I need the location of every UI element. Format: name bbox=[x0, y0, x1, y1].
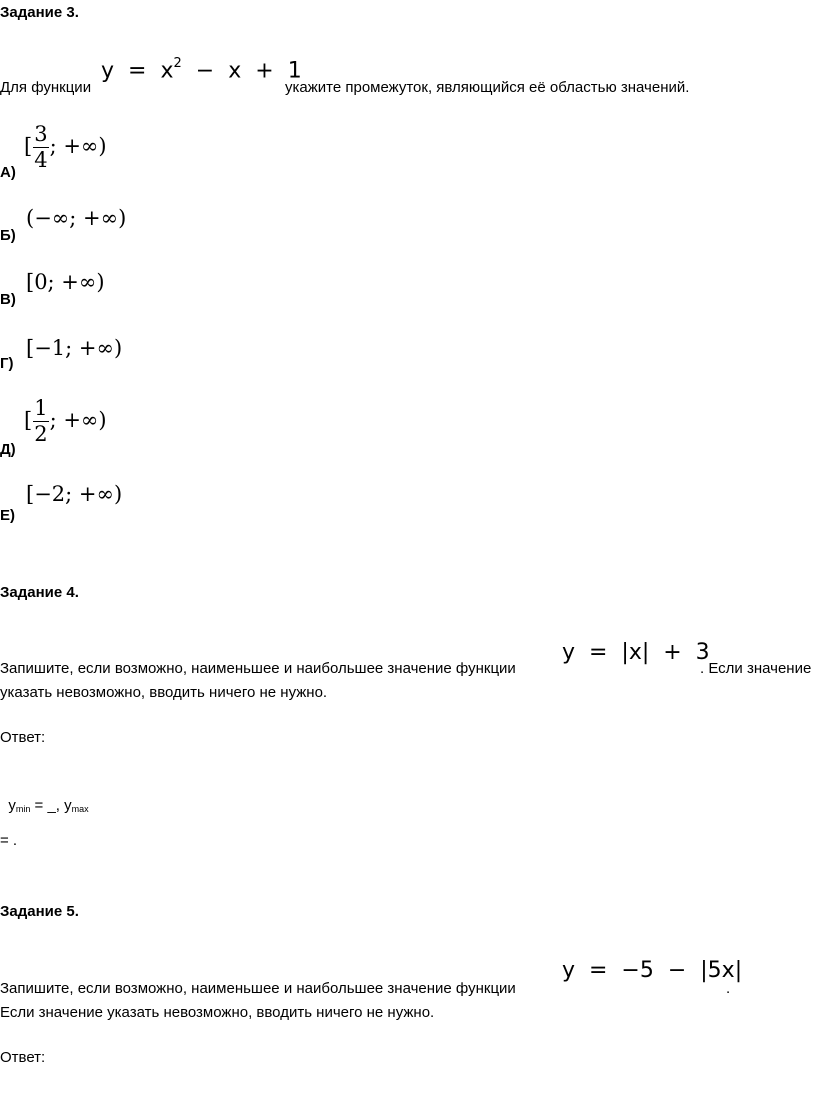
task4-eq-line: = . bbox=[0, 832, 18, 849]
task5-title: Задание 5. bbox=[0, 903, 79, 920]
option-a-math: [ $\frac{3}{4}$ ; +∞) bbox=[24, 122, 107, 172]
option-d-label: Г) bbox=[0, 355, 14, 372]
option-c-math: [0; +∞) bbox=[26, 270, 105, 294]
task3-intro-prefix: Для функции bbox=[0, 79, 92, 96]
task4-line2: указать невозможно, вводить ничего не нужно. bbox=[0, 684, 328, 701]
task4-answer-label: Ответ: bbox=[0, 729, 46, 746]
option-e-label: Д) bbox=[0, 441, 16, 458]
option-d-math: [−1; +∞) bbox=[26, 336, 123, 360]
task5-text-suffix: . bbox=[726, 980, 731, 997]
task5-answer-label: Ответ: bbox=[0, 1049, 46, 1066]
task4-text-prefix: Запишите, если возможно, наименьшее и наибольшее значение функции bbox=[0, 660, 516, 677]
task3-formula: $y = x^2 - x + 1$ bbox=[101, 56, 302, 84]
task4-formula: y = |x| + 3 bbox=[562, 640, 710, 665]
task4-ymin-ymax: ymin = _, ymax bbox=[8, 797, 89, 814]
option-a-label: А) bbox=[0, 164, 16, 181]
task3-intro-suffix: укажите промежуток, являющийся её областью значений. bbox=[285, 79, 690, 96]
option-f-label: Е) bbox=[0, 507, 15, 524]
task5-line2: Если значение указать невозможно, вводить ничего не нужно. bbox=[0, 1004, 435, 1021]
task5-formula: y = −5 − |5x| bbox=[562, 958, 743, 983]
task4-title: Задание 4. bbox=[0, 584, 79, 601]
option-f-math: [−2; +∞) bbox=[26, 482, 123, 506]
option-b-label: Б) bbox=[0, 227, 16, 244]
option-b-math: (−∞; +∞) bbox=[26, 206, 127, 230]
option-c-label: В) bbox=[0, 291, 16, 308]
task4-text-suffix: . Если значение bbox=[700, 660, 812, 677]
task3-title: Задание 3. bbox=[0, 4, 79, 21]
task5-text-prefix: Запишите, если возможно, наименьшее и наибольшее значение функции bbox=[0, 980, 516, 997]
option-e-math: [ $\frac{1}{2}$ ; +∞) bbox=[24, 396, 107, 446]
